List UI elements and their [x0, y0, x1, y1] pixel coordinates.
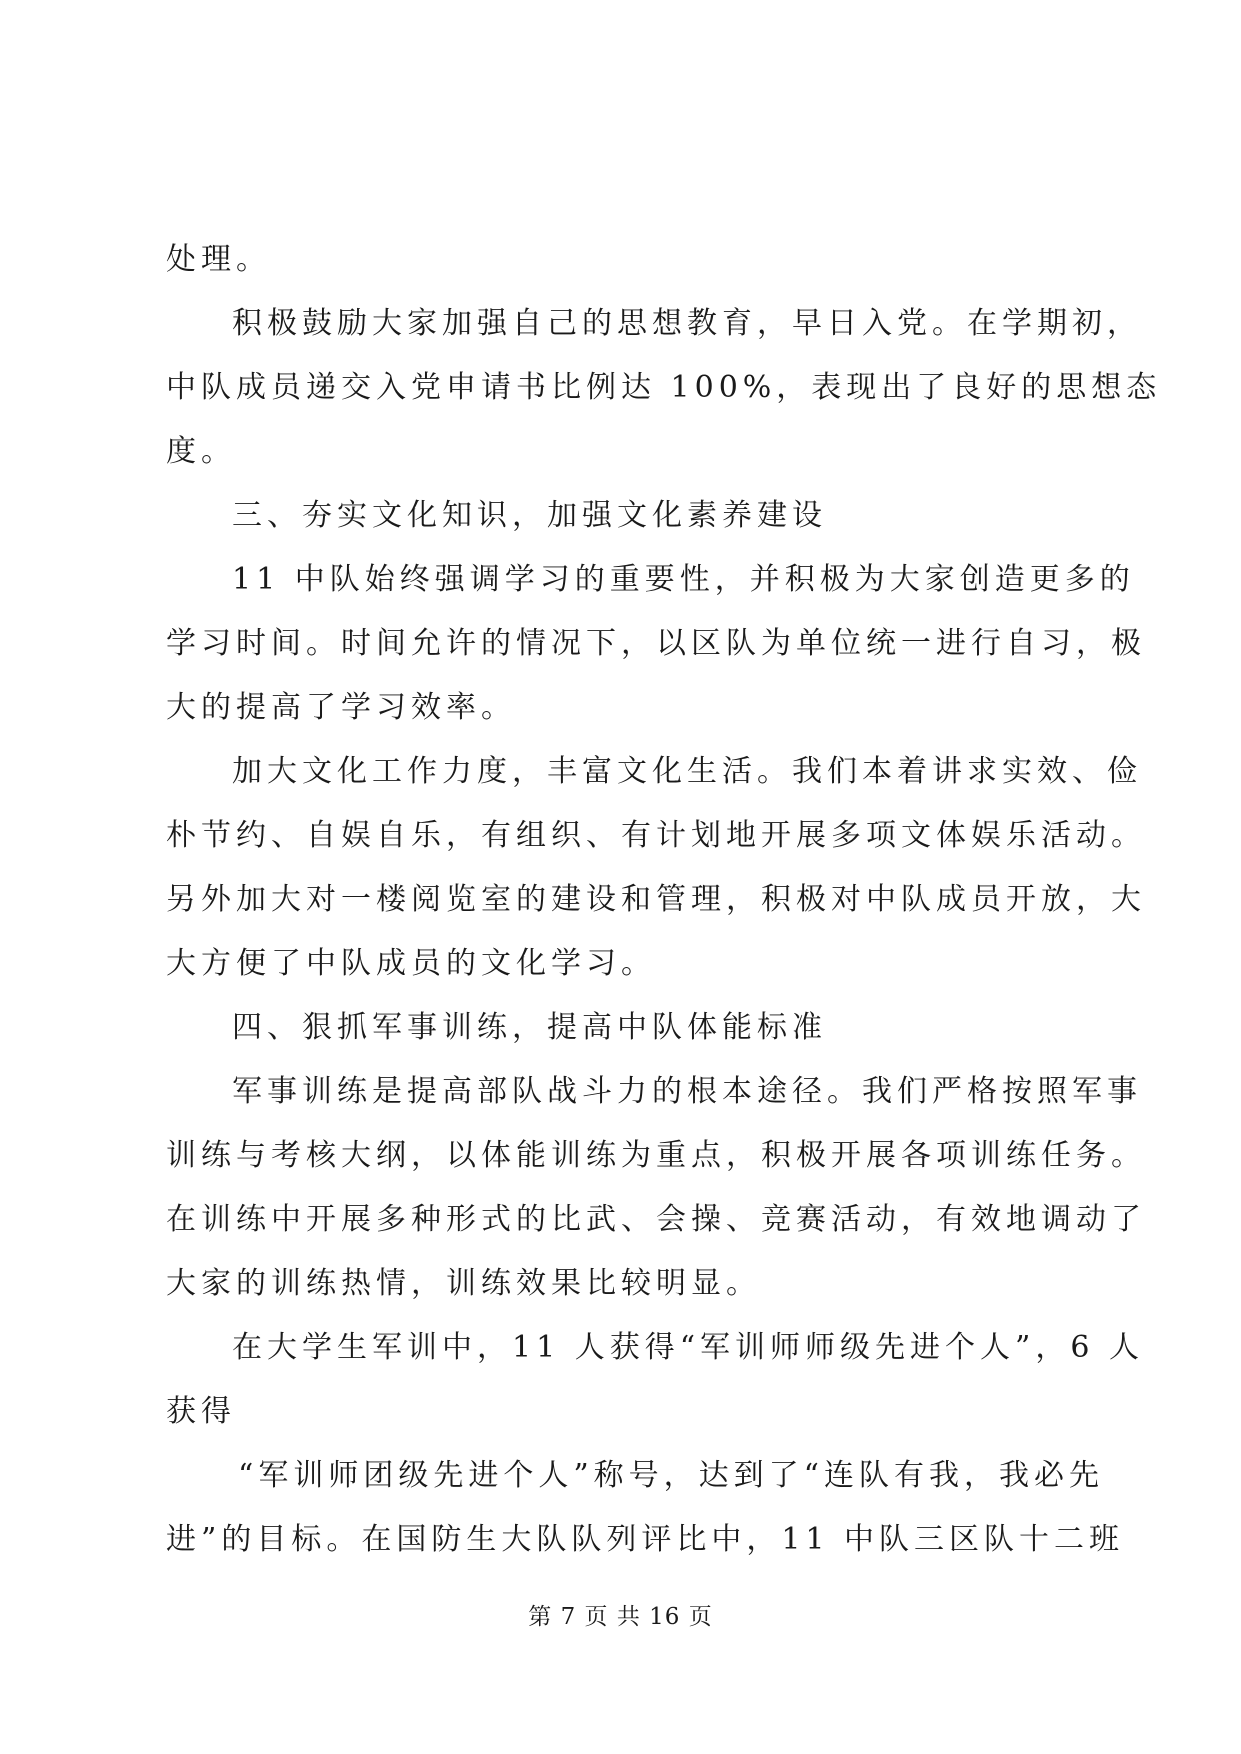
- text-line: 朴节约、自娱自乐，有组织、有计划地开展多项文体娱乐活动。: [166, 818, 1146, 853]
- section-heading: 四、狠抓军事训练，提高中队体能标准: [232, 1010, 827, 1045]
- text-line: 获得: [166, 1394, 236, 1429]
- text-line: 中队成员递交入党申请书比例达 100%，表现出了良好的思想态: [166, 370, 1162, 405]
- text-line: 大方便了中队成员的文化学习。: [166, 946, 656, 981]
- text-line: 学习时间。时间允许的情况下，以区队为单位统一进行自习，极: [166, 626, 1146, 661]
- text-line: 加大文化工作力度，丰富文化生活。我们本着讲求实效、俭: [232, 754, 1142, 789]
- text-line: 训练与考核大纲，以体能训练为重点，积极开展各项训练任务。: [166, 1138, 1146, 1173]
- page-number-footer: 第 7 页 共 16 页: [528, 1604, 713, 1630]
- text-line: 处理。: [166, 242, 271, 277]
- text-line: 另外加大对一楼阅览室的建设和管理，积极对中队成员开放，大: [166, 882, 1146, 917]
- text-line: 在大学生军训中，11 人获得“军训师师级先进个人”，6 人: [232, 1330, 1145, 1365]
- text-line: 大的提高了学习效率。: [166, 690, 516, 725]
- text-line: 大家的训练热情，训练效果比较明显。: [166, 1266, 761, 1301]
- text-line: 度。: [166, 434, 236, 469]
- text-line: 在训练中开展多种形式的比武、会操、竞赛活动，有效地调动了: [166, 1202, 1146, 1237]
- text-line: “军训师团级先进个人”称号，达到了“连队有我，我必先: [238, 1458, 1105, 1493]
- text-line: 进”的目标。在国防生大队队列评比中，11 中队三区队十二班: [166, 1522, 1125, 1557]
- document-body: [166, 228, 1162, 1572]
- text-line: 积极鼓励大家加强自己的思想教育，早日入党。在学期初，: [232, 306, 1142, 341]
- text-line: 11 中队始终强调学习的重要性，并积极为大家创造更多的: [232, 562, 1135, 597]
- section-heading: 三、夯实文化知识，加强文化素养建设: [232, 498, 827, 533]
- text-line: 军事训练是提高部队战斗力的根本途径。我们严格按照军事: [232, 1074, 1142, 1109]
